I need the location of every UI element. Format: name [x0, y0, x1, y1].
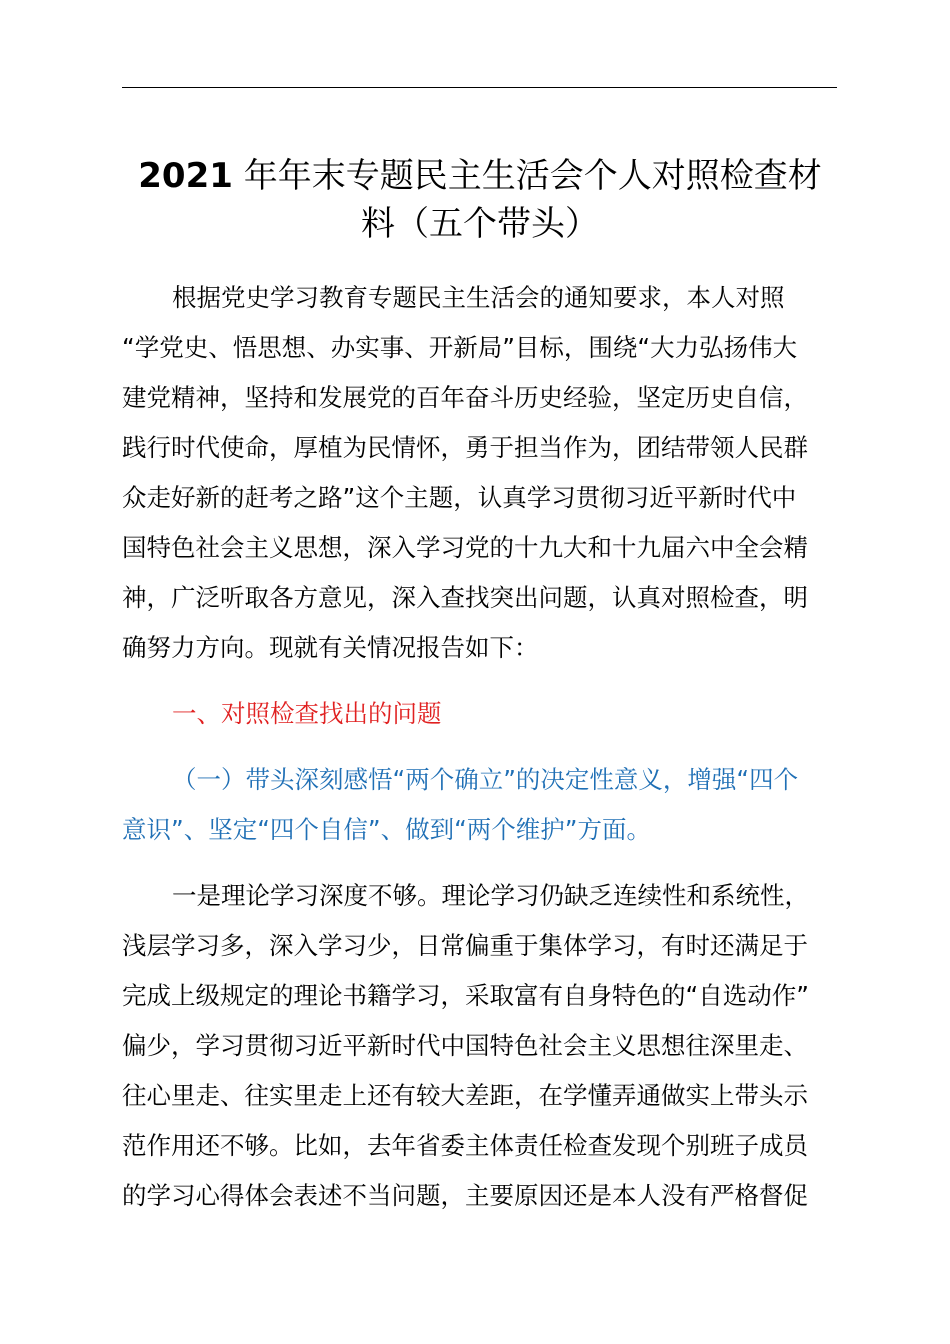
intro-line: 确努力方向。现就有关情况报告如下：: [122, 633, 539, 662]
page-title-line-2: 料（五个带头）: [361, 204, 599, 244]
intro-line: 国特色社会主义思想，深入学习党的十九大和十九届六中全会精: [122, 533, 808, 562]
intro-line: 践行时代使命，厚植为民情怀，勇于担当作为，团结带领人民群: [122, 433, 808, 462]
body-line: 范作用还不够。比如，去年省委主体责任检查发现个别班子成员: [122, 1131, 808, 1160]
intro-line: 根据党史学习教育专题民主生活会的通知要求，本人对照: [172, 283, 785, 312]
body-line: 往心里走、往实里走上还有较大差距，在学懂弄通做实上带头示: [122, 1081, 808, 1110]
section-heading: 一、对照检查找出的问题: [172, 699, 442, 728]
subsection-heading-line: （一）带头深刻感悟“两个确立”的决定性意义，增强“四个: [172, 765, 799, 794]
header-rule: [122, 87, 837, 88]
body-line: 的学习心得体会表述不当问题，主要原因还是本人没有严格督促: [122, 1181, 808, 1210]
title-year: 2021: [138, 156, 233, 196]
body-line: 偏少，学习贯彻习近平新时代中国特色社会主义思想往深里走、: [122, 1031, 808, 1060]
body-line: 完成上级规定的理论书籍学习，采取富有自身特色的“自选动作”: [122, 981, 809, 1010]
title-text: 年年末专题民主生活会个人对照检查材: [232, 156, 822, 196]
body-line: 浅层学习多，深入学习少，日常偏重于集体学习，有时还满足于: [122, 931, 808, 960]
page-title-line-1: [110, 152, 850, 200]
intro-line: 神，广泛听取各方意见，深入查找突出问题，认真对照检查，明: [122, 583, 808, 612]
intro-line: 众走好新的赶考之路”这个主题，认真学习贯彻习近平新时代中: [122, 483, 797, 512]
subsection-heading-line: 意识”、坚定“四个自信”、做到“两个维护”方面。: [122, 815, 651, 844]
intro-line: 建党精神，坚持和发展党的百年奋斗历史经验，坚定历史自信，: [122, 383, 808, 412]
body-line: 一是理论学习深度不够。理论学习仍缺乏连续性和系统性，: [172, 881, 809, 910]
intro-line: “学党史、悟思想、办实事、开新局”目标，围绕“大力弘扬伟大: [122, 333, 798, 362]
